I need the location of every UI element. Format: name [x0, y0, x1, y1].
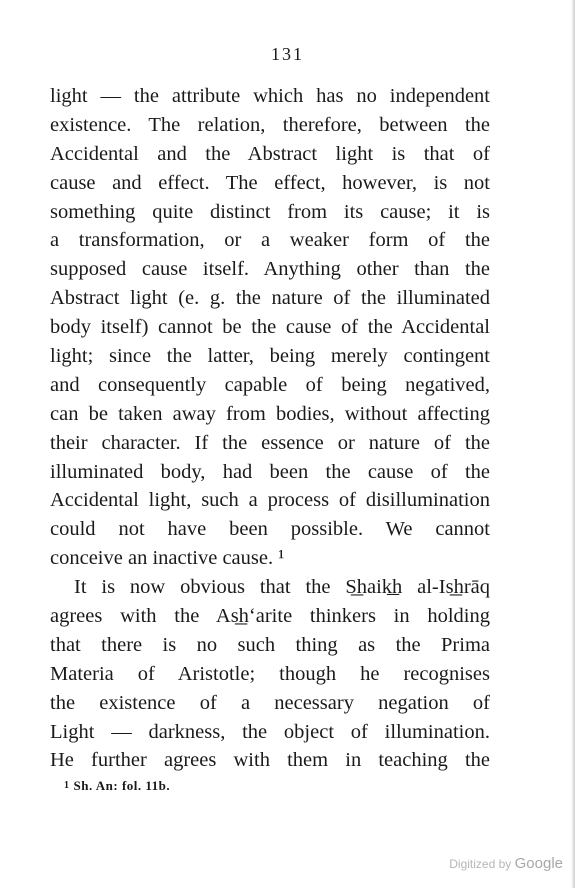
- page-number: 131: [271, 44, 304, 64]
- text-line: Abstract light (e. g. the nature of the illuminated: [50, 287, 490, 310]
- paragraph: [50, 573, 490, 775]
- text-line: body itself) cannot be the cause of the Accidental: [50, 316, 490, 339]
- text-line: the existence of a necessary negation of: [50, 691, 490, 714]
- text-line: that there is no such thing as the Prima: [50, 633, 490, 656]
- watermark-prefix: Digitized by: [449, 857, 512, 871]
- body-text: [50, 82, 490, 775]
- text-line: light — the attribute which has no independent: [50, 85, 490, 107]
- text-line: It is now obvious that the S͟haik͟h al-Is͟hrāq: [74, 576, 490, 599]
- text-line: something quite distinct from its cause; it is: [50, 200, 490, 223]
- footnote-mark: 1: [64, 780, 70, 791]
- text-line: cause and effect. The effect, however, is not: [50, 171, 490, 194]
- footnote: [64, 778, 170, 794]
- watermark-brand: Google: [514, 855, 563, 872]
- text-line: Light — darkness, the object of illumination.: [50, 720, 490, 743]
- text-line: can be taken away from bodies, without affecting: [50, 402, 490, 425]
- text-line: agrees with the As͟h‘arite thinkers in holding: [50, 605, 490, 628]
- digitized-watermark: [449, 855, 563, 872]
- text-line: could not have been possible. We cannot: [50, 518, 490, 541]
- text-line: illuminated body, had been the cause of the: [50, 460, 490, 483]
- text-line: Accidental light, such a process of disillumination: [50, 489, 490, 512]
- text-line: and consequently capable of being negatived,: [50, 373, 490, 396]
- text-line: He further agrees with them in teaching the: [50, 749, 490, 772]
- footnote-text: Sh. An: fol. 11b.: [73, 778, 171, 793]
- text-line: Accidental and the Abstract light is that of: [50, 142, 490, 165]
- text-line: Materia of Aristotle; though he recognises: [50, 662, 490, 685]
- text-line: supposed cause itself. Anything other than the: [50, 258, 490, 281]
- paragraph: [50, 82, 490, 573]
- text-line: conceive an inactive cause. ¹: [50, 547, 285, 570]
- page-edge-shadow: [571, 0, 575, 888]
- text-line: light; since the latter, being merely contingent: [50, 345, 490, 368]
- text-line: their character. If the essence or nature of the: [50, 431, 490, 454]
- text-line: a transformation, or a weaker form of the: [50, 229, 490, 252]
- text-line: existence. The relation, therefore, between the: [50, 113, 490, 136]
